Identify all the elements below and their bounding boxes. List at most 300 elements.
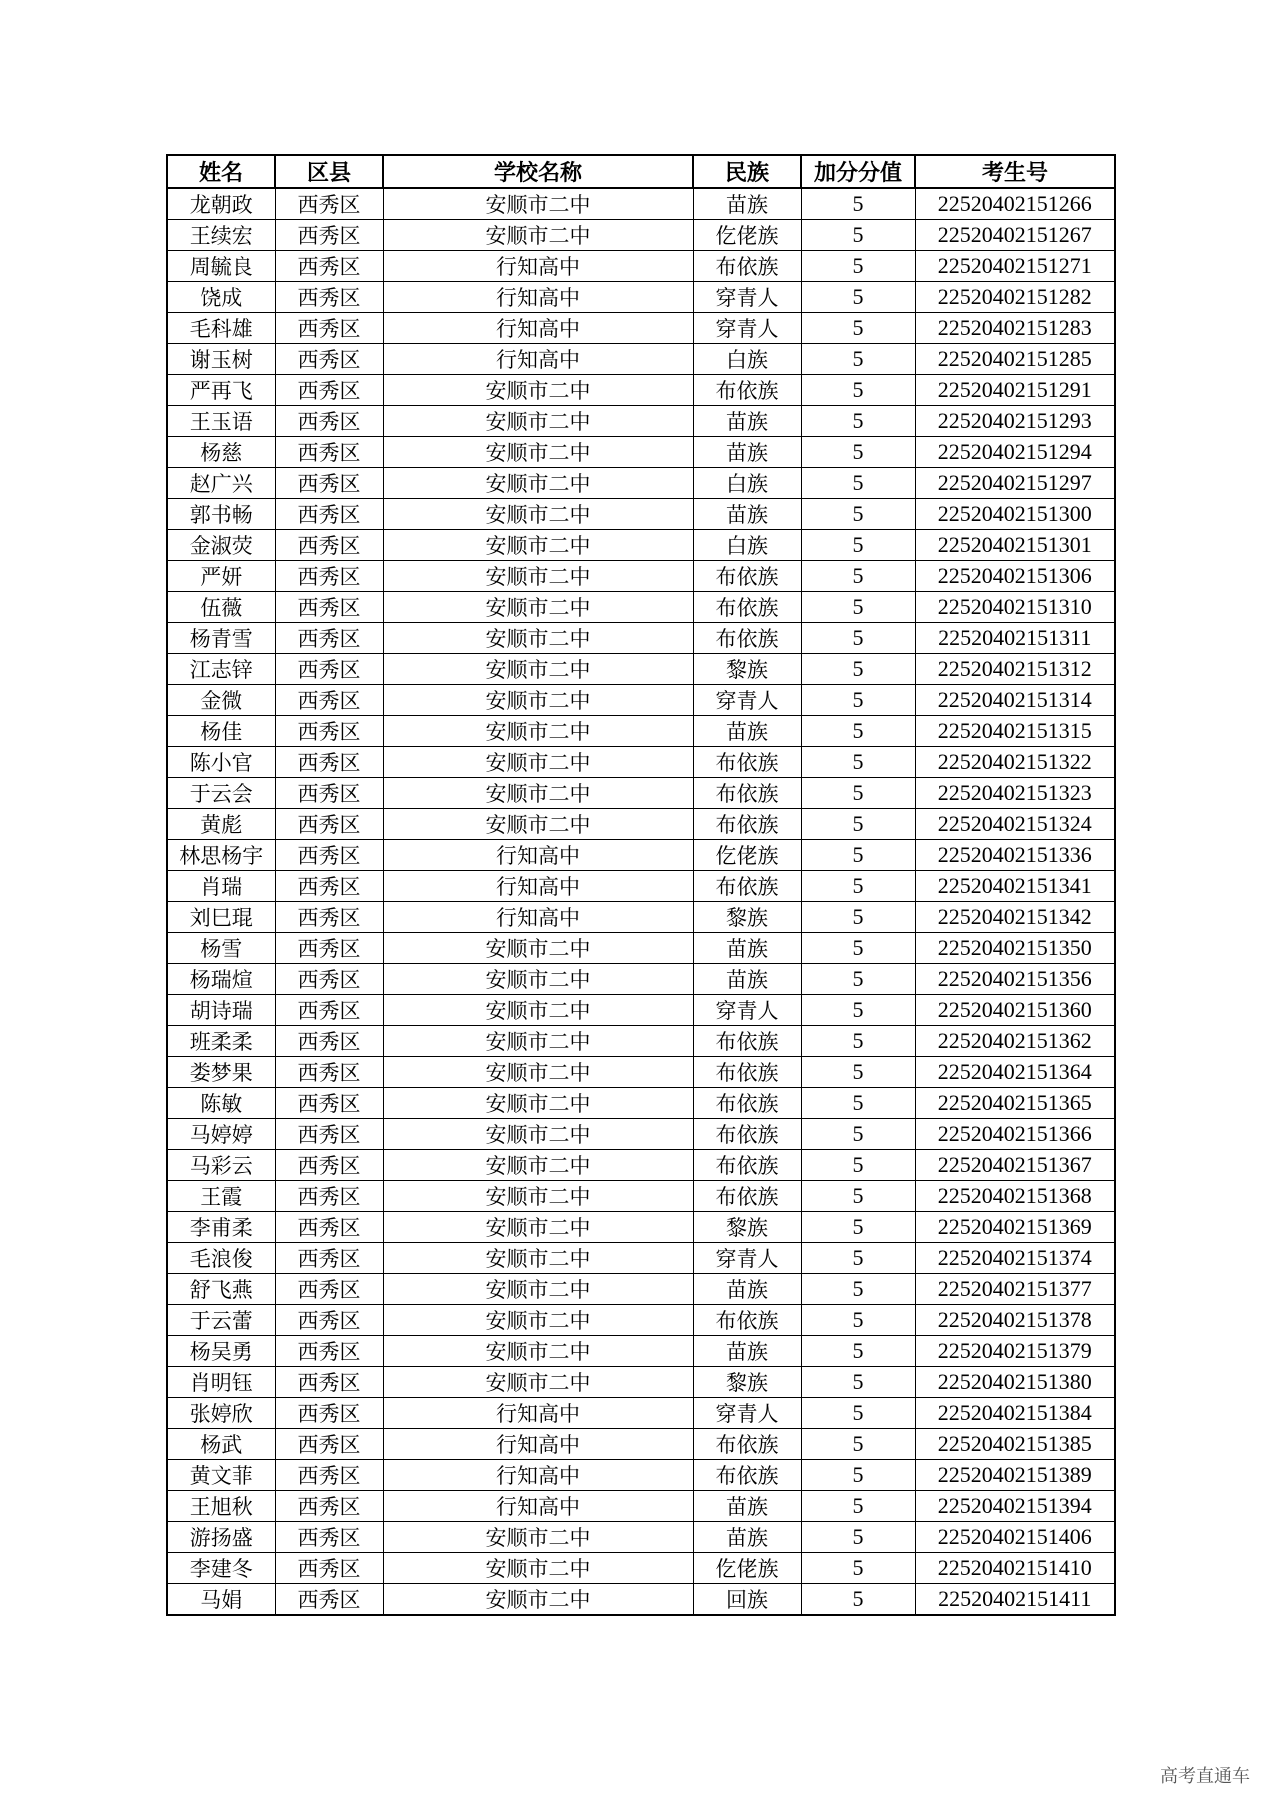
cell-name: 肖明钰 (167, 1367, 275, 1398)
cell-district: 西秀区 (275, 871, 383, 902)
cell-school: 行知高中 (383, 902, 693, 933)
cell-ethnicity: 穿青人 (693, 1398, 801, 1429)
cell-district: 西秀区 (275, 1274, 383, 1305)
cell-ethnicity: 布依族 (693, 809, 801, 840)
cell-name: 饶成 (167, 282, 275, 313)
cell-name: 杨慈 (167, 437, 275, 468)
cell-bonus: 5 (801, 716, 915, 747)
cell-district: 西秀区 (275, 1088, 383, 1119)
cell-district: 西秀区 (275, 188, 383, 220)
cell-ethnicity: 苗族 (693, 188, 801, 220)
table-row (167, 282, 1115, 313)
table-row (167, 1398, 1115, 1429)
cell-school: 行知高中 (383, 1491, 693, 1522)
cell-name: 于云蕾 (167, 1305, 275, 1336)
cell-exam-id: 22520402151310 (915, 592, 1115, 623)
cell-school: 安顺市二中 (383, 1026, 693, 1057)
cell-district: 西秀区 (275, 1150, 383, 1181)
cell-school: 行知高中 (383, 1460, 693, 1491)
cell-ethnicity: 布依族 (693, 561, 801, 592)
cell-name: 杨佳 (167, 716, 275, 747)
cell-school: 安顺市二中 (383, 1274, 693, 1305)
cell-school: 安顺市二中 (383, 654, 693, 685)
cell-bonus: 5 (801, 1305, 915, 1336)
cell-bonus: 5 (801, 1150, 915, 1181)
cell-ethnicity: 穿青人 (693, 313, 801, 344)
table-row (167, 995, 1115, 1026)
cell-name: 杨瑞煊 (167, 964, 275, 995)
table-row (167, 1305, 1115, 1336)
cell-name: 周毓良 (167, 251, 275, 282)
cell-bonus: 5 (801, 623, 915, 654)
cell-name: 黄文菲 (167, 1460, 275, 1491)
table-row (167, 1584, 1115, 1616)
cell-name: 杨吴勇 (167, 1336, 275, 1367)
cell-ethnicity: 穿青人 (693, 282, 801, 313)
cell-district: 西秀区 (275, 840, 383, 871)
cell-bonus: 5 (801, 1522, 915, 1553)
cell-bonus: 5 (801, 1057, 915, 1088)
score-bonus-table-container (166, 154, 1116, 1616)
cell-ethnicity: 苗族 (693, 964, 801, 995)
cell-ethnicity: 苗族 (693, 437, 801, 468)
cell-district: 西秀区 (275, 1553, 383, 1584)
cell-ethnicity: 黎族 (693, 902, 801, 933)
table-body (167, 188, 1115, 1615)
cell-name: 舒飞燕 (167, 1274, 275, 1305)
cell-district: 西秀区 (275, 1181, 383, 1212)
cell-ethnicity: 布依族 (693, 592, 801, 623)
header-name: 姓名 (167, 155, 275, 188)
cell-bonus: 5 (801, 902, 915, 933)
cell-exam-id: 22520402151322 (915, 747, 1115, 778)
cell-name: 张婷欣 (167, 1398, 275, 1429)
cell-ethnicity: 布依族 (693, 1460, 801, 1491)
cell-exam-id: 22520402151366 (915, 1119, 1115, 1150)
cell-bonus: 5 (801, 964, 915, 995)
cell-exam-id: 22520402151341 (915, 871, 1115, 902)
cell-bonus: 5 (801, 1274, 915, 1305)
cell-district: 西秀区 (275, 530, 383, 561)
cell-ethnicity: 布依族 (693, 778, 801, 809)
table-row (167, 561, 1115, 592)
cell-school: 安顺市二中 (383, 933, 693, 964)
cell-ethnicity: 布依族 (693, 1057, 801, 1088)
cell-ethnicity: 仡佬族 (693, 840, 801, 871)
cell-district: 西秀区 (275, 468, 383, 499)
cell-name: 班柔柔 (167, 1026, 275, 1057)
cell-exam-id: 22520402151342 (915, 902, 1115, 933)
cell-ethnicity: 布依族 (693, 1181, 801, 1212)
cell-exam-id: 22520402151411 (915, 1584, 1115, 1616)
cell-district: 西秀区 (275, 592, 383, 623)
cell-exam-id: 22520402151367 (915, 1150, 1115, 1181)
cell-school: 行知高中 (383, 344, 693, 375)
cell-school: 安顺市二中 (383, 809, 693, 840)
cell-bonus: 5 (801, 871, 915, 902)
table-row (167, 313, 1115, 344)
cell-name: 陈敏 (167, 1088, 275, 1119)
table-row (167, 1274, 1115, 1305)
cell-ethnicity: 仡佬族 (693, 220, 801, 251)
cell-exam-id: 22520402151356 (915, 964, 1115, 995)
cell-school: 安顺市二中 (383, 1212, 693, 1243)
cell-bonus: 5 (801, 220, 915, 251)
cell-bonus: 5 (801, 1553, 915, 1584)
cell-district: 西秀区 (275, 1398, 383, 1429)
cell-district: 西秀区 (275, 1460, 383, 1491)
table-row (167, 592, 1115, 623)
cell-school: 安顺市二中 (383, 1150, 693, 1181)
cell-name: 杨青雪 (167, 623, 275, 654)
cell-exam-id: 22520402151368 (915, 1181, 1115, 1212)
cell-name: 黄彪 (167, 809, 275, 840)
cell-ethnicity: 苗族 (693, 1336, 801, 1367)
cell-exam-id: 22520402151312 (915, 654, 1115, 685)
cell-school: 安顺市二中 (383, 1336, 693, 1367)
cell-name: 娄梦果 (167, 1057, 275, 1088)
table-row (167, 778, 1115, 809)
cell-name: 于云会 (167, 778, 275, 809)
cell-ethnicity: 苗族 (693, 933, 801, 964)
cell-district: 西秀区 (275, 685, 383, 716)
cell-name: 龙朝政 (167, 188, 275, 220)
cell-district: 西秀区 (275, 1367, 383, 1398)
cell-bonus: 5 (801, 685, 915, 716)
cell-exam-id: 22520402151283 (915, 313, 1115, 344)
cell-exam-id: 22520402151377 (915, 1274, 1115, 1305)
cell-district: 西秀区 (275, 437, 383, 468)
cell-school: 安顺市二中 (383, 1522, 693, 1553)
cell-name: 肖瑞 (167, 871, 275, 902)
cell-name: 陈小官 (167, 747, 275, 778)
table-row (167, 716, 1115, 747)
cell-ethnicity: 穿青人 (693, 1243, 801, 1274)
cell-exam-id: 22520402151300 (915, 499, 1115, 530)
cell-district: 西秀区 (275, 375, 383, 406)
cell-name: 金微 (167, 685, 275, 716)
cell-district: 西秀区 (275, 344, 383, 375)
cell-ethnicity: 苗族 (693, 1522, 801, 1553)
cell-district: 西秀区 (275, 251, 383, 282)
cell-bonus: 5 (801, 499, 915, 530)
cell-ethnicity: 布依族 (693, 375, 801, 406)
cell-name: 杨雪 (167, 933, 275, 964)
cell-name: 王旭秋 (167, 1491, 275, 1522)
cell-school: 安顺市二中 (383, 1305, 693, 1336)
cell-school: 行知高中 (383, 871, 693, 902)
cell-district: 西秀区 (275, 1026, 383, 1057)
cell-bonus: 5 (801, 1181, 915, 1212)
table-row (167, 220, 1115, 251)
cell-district: 西秀区 (275, 778, 383, 809)
table-row (167, 902, 1115, 933)
cell-exam-id: 22520402151306 (915, 561, 1115, 592)
cell-bonus: 5 (801, 251, 915, 282)
cell-exam-id: 22520402151379 (915, 1336, 1115, 1367)
cell-bonus: 5 (801, 933, 915, 964)
cell-name: 王霞 (167, 1181, 275, 1212)
cell-ethnicity: 布依族 (693, 1119, 801, 1150)
cell-name: 刘巳琨 (167, 902, 275, 933)
table-row (167, 1212, 1115, 1243)
cell-district: 西秀区 (275, 964, 383, 995)
cell-name: 马彩云 (167, 1150, 275, 1181)
cell-district: 西秀区 (275, 809, 383, 840)
cell-district: 西秀区 (275, 747, 383, 778)
cell-exam-id: 22520402151324 (915, 809, 1115, 840)
cell-school: 安顺市二中 (383, 1088, 693, 1119)
cell-exam-id: 22520402151314 (915, 685, 1115, 716)
cell-ethnicity: 布依族 (693, 747, 801, 778)
cell-name: 马娟 (167, 1584, 275, 1616)
cell-bonus: 5 (801, 344, 915, 375)
cell-ethnicity: 苗族 (693, 406, 801, 437)
table-row (167, 809, 1115, 840)
cell-bonus: 5 (801, 530, 915, 561)
cell-district: 西秀区 (275, 995, 383, 1026)
table-row (167, 406, 1115, 437)
table-row (167, 1150, 1115, 1181)
cell-bonus: 5 (801, 1460, 915, 1491)
cell-exam-id: 22520402151389 (915, 1460, 1115, 1491)
cell-exam-id: 22520402151364 (915, 1057, 1115, 1088)
cell-district: 西秀区 (275, 282, 383, 313)
cell-ethnicity: 回族 (693, 1584, 801, 1616)
cell-ethnicity: 布依族 (693, 1150, 801, 1181)
cell-name: 金淑荧 (167, 530, 275, 561)
cell-district: 西秀区 (275, 499, 383, 530)
cell-bonus: 5 (801, 188, 915, 220)
cell-bonus: 5 (801, 1429, 915, 1460)
cell-bonus: 5 (801, 468, 915, 499)
cell-exam-id: 22520402151378 (915, 1305, 1115, 1336)
cell-school: 安顺市二中 (383, 1181, 693, 1212)
table-row (167, 251, 1115, 282)
table-row (167, 747, 1115, 778)
cell-bonus: 5 (801, 1398, 915, 1429)
score-bonus-table (166, 154, 1116, 1616)
cell-name: 马婷婷 (167, 1119, 275, 1150)
table-row (167, 468, 1115, 499)
table-row (167, 1553, 1115, 1584)
cell-name: 李建冬 (167, 1553, 275, 1584)
cell-bonus: 5 (801, 282, 915, 313)
cell-exam-id: 22520402151410 (915, 1553, 1115, 1584)
cell-school: 安顺市二中 (383, 437, 693, 468)
cell-ethnicity: 穿青人 (693, 995, 801, 1026)
table-row (167, 623, 1115, 654)
cell-school: 安顺市二中 (383, 716, 693, 747)
cell-school: 安顺市二中 (383, 561, 693, 592)
cell-district: 西秀区 (275, 654, 383, 685)
cell-bonus: 5 (801, 995, 915, 1026)
cell-school: 行知高中 (383, 313, 693, 344)
cell-name: 毛科雄 (167, 313, 275, 344)
cell-exam-id: 22520402151315 (915, 716, 1115, 747)
cell-name: 胡诗瑞 (167, 995, 275, 1026)
cell-district: 西秀区 (275, 1212, 383, 1243)
cell-district: 西秀区 (275, 716, 383, 747)
cell-district: 西秀区 (275, 1584, 383, 1616)
cell-ethnicity: 黎族 (693, 654, 801, 685)
cell-school: 安顺市二中 (383, 1367, 693, 1398)
cell-school: 安顺市二中 (383, 375, 693, 406)
cell-ethnicity: 仡佬族 (693, 1553, 801, 1584)
cell-school: 安顺市二中 (383, 747, 693, 778)
header-district: 区县 (275, 155, 383, 188)
cell-district: 西秀区 (275, 902, 383, 933)
cell-school: 安顺市二中 (383, 499, 693, 530)
cell-school: 安顺市二中 (383, 1057, 693, 1088)
cell-school: 行知高中 (383, 1398, 693, 1429)
cell-ethnicity: 白族 (693, 344, 801, 375)
cell-name: 郭书畅 (167, 499, 275, 530)
table-row (167, 1336, 1115, 1367)
table-row (167, 685, 1115, 716)
table-row (167, 1181, 1115, 1212)
cell-school: 安顺市二中 (383, 964, 693, 995)
cell-school: 行知高中 (383, 251, 693, 282)
cell-school: 安顺市二中 (383, 220, 693, 251)
cell-bonus: 5 (801, 1088, 915, 1119)
cell-name: 李甫柔 (167, 1212, 275, 1243)
table-row (167, 1119, 1115, 1150)
cell-district: 西秀区 (275, 1119, 383, 1150)
cell-name: 伍薇 (167, 592, 275, 623)
cell-bonus: 5 (801, 778, 915, 809)
cell-name: 江志锌 (167, 654, 275, 685)
cell-name: 赵广兴 (167, 468, 275, 499)
cell-exam-id: 22520402151384 (915, 1398, 1115, 1429)
cell-name: 谢玉树 (167, 344, 275, 375)
cell-ethnicity: 苗族 (693, 499, 801, 530)
cell-ethnicity: 布依族 (693, 1305, 801, 1336)
cell-district: 西秀区 (275, 933, 383, 964)
header-ethnicity: 民族 (693, 155, 801, 188)
cell-name: 王续宏 (167, 220, 275, 251)
table-row (167, 1088, 1115, 1119)
cell-exam-id: 22520402151311 (915, 623, 1115, 654)
table-row (167, 344, 1115, 375)
cell-district: 西秀区 (275, 623, 383, 654)
cell-exam-id: 22520402151271 (915, 251, 1115, 282)
cell-exam-id: 22520402151293 (915, 406, 1115, 437)
cell-exam-id: 22520402151380 (915, 1367, 1115, 1398)
cell-school: 安顺市二中 (383, 623, 693, 654)
cell-ethnicity: 布依族 (693, 1088, 801, 1119)
cell-school: 安顺市二中 (383, 1584, 693, 1616)
cell-school: 安顺市二中 (383, 685, 693, 716)
cell-bonus: 5 (801, 437, 915, 468)
cell-school: 安顺市二中 (383, 1119, 693, 1150)
cell-district: 西秀区 (275, 313, 383, 344)
cell-school: 安顺市二中 (383, 1553, 693, 1584)
cell-bonus: 5 (801, 1243, 915, 1274)
cell-district: 西秀区 (275, 1305, 383, 1336)
watermark-text: 高考直通车 (1160, 1766, 1250, 1787)
cell-bonus: 5 (801, 840, 915, 871)
cell-exam-id: 22520402151394 (915, 1491, 1115, 1522)
cell-bonus: 5 (801, 747, 915, 778)
cell-exam-id: 22520402151374 (915, 1243, 1115, 1274)
cell-ethnicity: 苗族 (693, 716, 801, 747)
cell-bonus: 5 (801, 1491, 915, 1522)
cell-district: 西秀区 (275, 220, 383, 251)
table-row (167, 964, 1115, 995)
cell-ethnicity: 苗族 (693, 1491, 801, 1522)
cell-ethnicity: 布依族 (693, 251, 801, 282)
cell-ethnicity: 布依族 (693, 1026, 801, 1057)
table-row (167, 1243, 1115, 1274)
table-row (167, 375, 1115, 406)
cell-ethnicity: 布依族 (693, 1429, 801, 1460)
cell-school: 安顺市二中 (383, 188, 693, 220)
cell-ethnicity: 布依族 (693, 623, 801, 654)
cell-school: 安顺市二中 (383, 1243, 693, 1274)
cell-exam-id: 22520402151301 (915, 530, 1115, 561)
cell-school: 安顺市二中 (383, 592, 693, 623)
cell-ethnicity: 穿青人 (693, 685, 801, 716)
cell-bonus: 5 (801, 313, 915, 344)
cell-exam-id: 22520402151360 (915, 995, 1115, 1026)
cell-name: 毛浪俊 (167, 1243, 275, 1274)
table-row (167, 499, 1115, 530)
cell-exam-id: 22520402151267 (915, 220, 1115, 251)
cell-district: 西秀区 (275, 1057, 383, 1088)
cell-exam-id: 22520402151362 (915, 1026, 1115, 1057)
cell-exam-id: 22520402151282 (915, 282, 1115, 313)
cell-name: 严妍 (167, 561, 275, 592)
cell-district: 西秀区 (275, 1243, 383, 1274)
table-row (167, 871, 1115, 902)
cell-bonus: 5 (801, 1367, 915, 1398)
cell-school: 安顺市二中 (383, 406, 693, 437)
cell-school: 行知高中 (383, 282, 693, 313)
cell-exam-id: 22520402151285 (915, 344, 1115, 375)
cell-school: 安顺市二中 (383, 995, 693, 1026)
cell-exam-id: 22520402151406 (915, 1522, 1115, 1553)
table-row (167, 1026, 1115, 1057)
cell-district: 西秀区 (275, 561, 383, 592)
cell-bonus: 5 (801, 561, 915, 592)
cell-exam-id: 22520402151291 (915, 375, 1115, 406)
cell-ethnicity: 黎族 (693, 1212, 801, 1243)
table-row (167, 188, 1115, 220)
cell-district: 西秀区 (275, 406, 383, 437)
cell-bonus: 5 (801, 1584, 915, 1616)
cell-bonus: 5 (801, 1336, 915, 1367)
cell-ethnicity: 布依族 (693, 871, 801, 902)
table-header-row (167, 155, 1115, 188)
cell-name: 王玉语 (167, 406, 275, 437)
cell-ethnicity: 苗族 (693, 1274, 801, 1305)
cell-ethnicity: 黎族 (693, 1367, 801, 1398)
table-row (167, 1057, 1115, 1088)
cell-bonus: 5 (801, 1212, 915, 1243)
table-row (167, 933, 1115, 964)
cell-name: 游扬盛 (167, 1522, 275, 1553)
cell-district: 西秀区 (275, 1336, 383, 1367)
cell-exam-id: 22520402151323 (915, 778, 1115, 809)
cell-bonus: 5 (801, 406, 915, 437)
cell-exam-id: 22520402151350 (915, 933, 1115, 964)
cell-exam-id: 22520402151266 (915, 188, 1115, 220)
cell-exam-id: 22520402151336 (915, 840, 1115, 871)
table-row (167, 654, 1115, 685)
table-row (167, 1367, 1115, 1398)
cell-bonus: 5 (801, 375, 915, 406)
